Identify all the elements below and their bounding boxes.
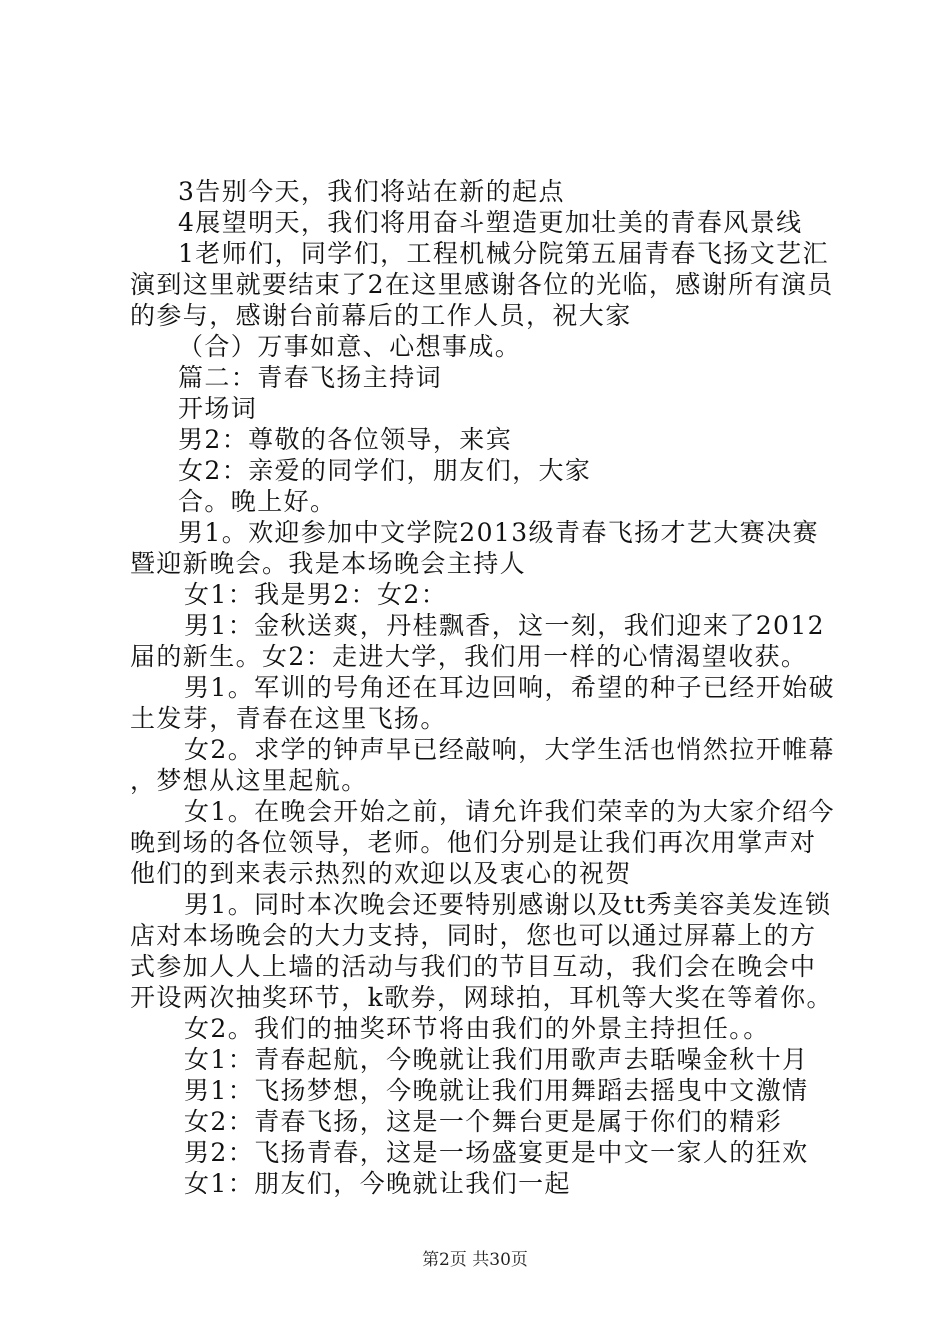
- section-heading: 篇二：青春飞扬主持词: [178, 363, 443, 392]
- paragraph: 女2。求学的钟声早已经敲响，大学生活也悄然拉开帷幕，梦想从这里起航。: [130, 735, 835, 795]
- paragraph: 女1：青春起航，今晚就让我们用歌声去聒噪金秋十月: [184, 1045, 809, 1074]
- paragraph: 合。晚上好。: [178, 487, 337, 516]
- paragraph: 4展望明天，我们将用奋斗塑造更加壮美的青春风景线: [178, 208, 803, 237]
- paragraph: 男1：金秋送爽，丹桂飘香，这一刻，我们迎来了2012届的新生。女2：走进大学，我们用一样的心情渴望收获。: [130, 611, 825, 671]
- document-body: [130, 176, 840, 1199]
- paragraph: 男2：尊敬的各位领导，来宾: [178, 425, 513, 454]
- paragraph: 男1。同时本次晚会还要特别感谢以及tt秀美容美发连锁店对本场晚会的大力支持，同时，您也可以通过屏幕上的方式参加人人上墙的活动与我们的节目互动，我们会在晚会中开设两次抽奖环节，k歌券，网球拍，耳机等大奖在等着你。: [130, 890, 833, 1012]
- paragraph: 男1。欢迎参加中文学院2013级青春飞扬才艺大赛决赛暨迎新晚会。我是本场晚会主持人: [130, 518, 819, 578]
- paragraph: （合）万事如意、心想事成。: [178, 332, 522, 361]
- paragraph: 女1：我是男2：女2：: [184, 580, 448, 609]
- paragraph: 3告别今天，我们将站在新的起点: [178, 177, 565, 206]
- paragraph: 男1。军训的号角还在耳边回响，希望的种子已经开始破土发芽，青春在这里飞扬。: [130, 673, 835, 733]
- page-number-footer: 第2页 共30页: [422, 1250, 528, 1270]
- paragraph: 女2。我们的抽奖环节将由我们的外景主持担任。。: [184, 1014, 770, 1043]
- paragraph: 男2：飞扬青春，这是一场盛宴更是中文一家人的狂欢: [184, 1138, 809, 1167]
- paragraph: 男1：飞扬梦想，今晚就让我们用舞蹈去摇曳中文激情: [184, 1076, 809, 1105]
- paragraph: 女2：青春飞扬，这是一个舞台更是属于你们的精彩: [184, 1107, 783, 1136]
- paragraph: 女1。在晚会开始之前，请允许我们荣幸的为大家介绍今晚到场的各位领导，老师。他们分别是让我们再次用掌声对他们的到来表示热烈的欢迎以及衷心的祝贺: [130, 797, 835, 888]
- paragraph: 女1：朋友们，今晚就让我们一起: [184, 1169, 571, 1198]
- paragraph: 1老师们，同学们，工程机械分院第五届青春飞扬文艺汇演到这里就要结束了2在这里感谢各位的光临，感谢所有演员的参与，感谢台前幕后的工作人员，祝大家: [130, 239, 834, 330]
- paragraph: 女2：亲爱的同学们，朋友们，大家: [178, 456, 592, 485]
- subsection-heading: 开场词: [178, 394, 258, 423]
